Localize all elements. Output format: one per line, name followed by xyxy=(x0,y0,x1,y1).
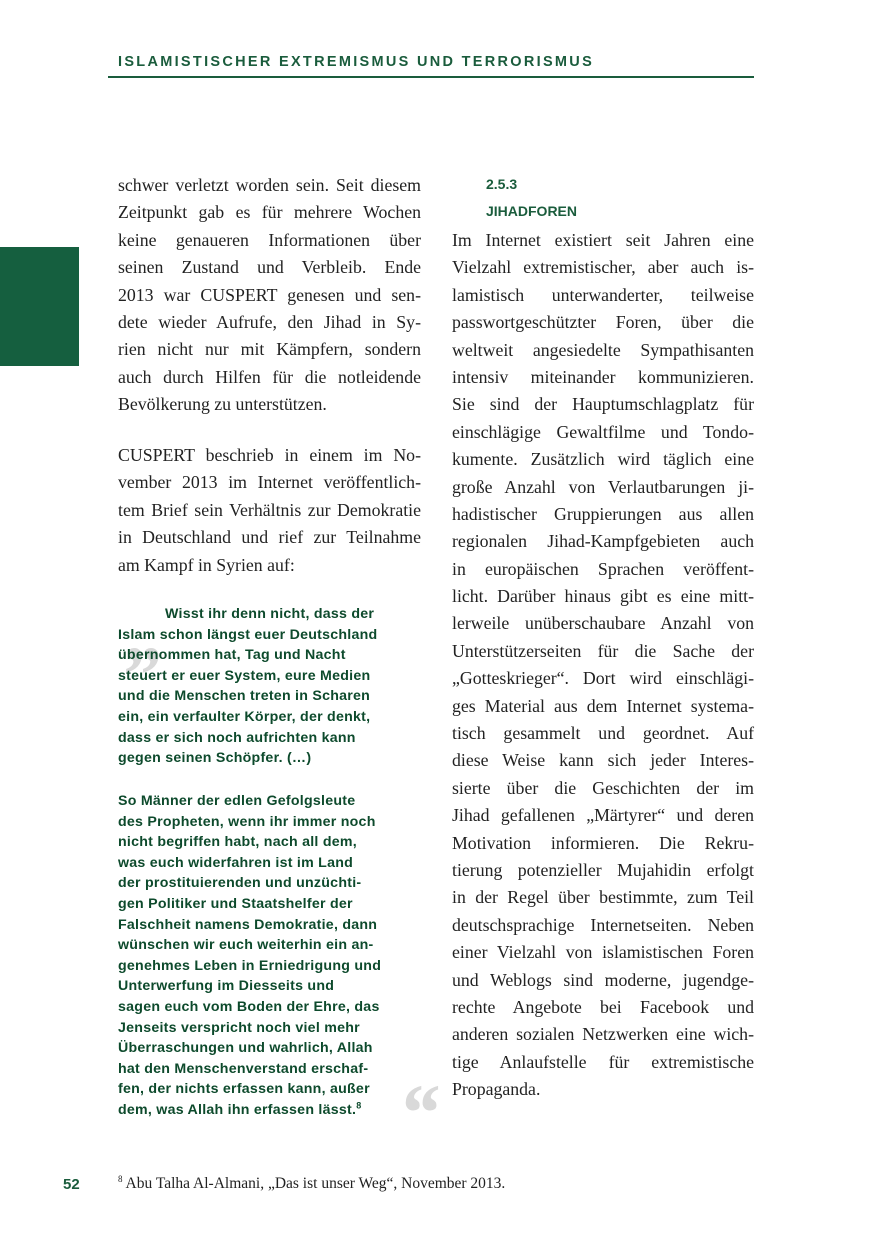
quote-line: Unterwerfung im Diesseits und xyxy=(118,978,335,995)
text-line: CUSPERT beschrieb in einem im No- xyxy=(118,445,421,465)
text-line: einschlägige Gewaltfilme und Tondo- xyxy=(452,421,754,442)
text-line: Vielzahl extremistischer, aber auch is- xyxy=(452,257,754,278)
text-line: große Anzahl von Verlautbarungen ji- xyxy=(452,476,754,497)
quote-line: hat den Menschenverstand erschaf- xyxy=(118,1060,369,1077)
left-paragraph-1 xyxy=(118,172,421,419)
text-line: diese Weise kann sich jeder Interes- xyxy=(452,750,754,771)
text-line: licht. Darüber hinaus gibt es eine mitt- xyxy=(452,586,754,607)
quote-line: der prostituierenden und unzüchti- xyxy=(118,875,362,892)
text-line: tige Anlaufstelle für extremistische xyxy=(452,1051,754,1072)
text-line: Jihad gefallenen „Märtyrer“ und deren xyxy=(452,805,754,826)
text-line: intensiv miteinander kommunizieren. xyxy=(452,366,754,387)
quote-line: was euch widerfahren ist im Land xyxy=(118,854,354,871)
quote-close-mark: “ xyxy=(398,1067,439,1158)
text-line: Zeitpunkt gab es für mehrere Wochen xyxy=(118,202,421,223)
header-rule xyxy=(108,76,754,78)
page-number: 52 xyxy=(63,1176,80,1193)
text-line: am Kampf in Syrien auf: xyxy=(118,554,295,575)
text-line: regionalen Jihad-Kampfgebieten auch xyxy=(452,531,754,552)
section-number: 2.5.3 xyxy=(486,176,518,192)
blockquote-paragraph-2 xyxy=(118,791,422,1121)
text-line: seinen Zustand und Verbleib. Ende xyxy=(118,257,421,278)
quote-line: wünschen wir euch weiterhin ein an- xyxy=(118,937,374,954)
text-line: in Deutschland und rief zur Teilnahme xyxy=(118,527,421,548)
section-body xyxy=(452,227,754,1104)
text-line: sierte über die Geschichten der im xyxy=(452,777,754,798)
quote-line: Wisst ihr denn nicht, dass der xyxy=(165,606,375,622)
footnote xyxy=(118,1175,505,1193)
text-line: 2013 war CUSPERT genesen und sen- xyxy=(118,284,421,305)
text-line: Im Internet existiert seit Jahren eine xyxy=(452,230,754,250)
text-line: rien nicht nur mit Kämpfern, sondern xyxy=(118,339,421,360)
text-line: Bevölkerung zu unterstützen. xyxy=(118,394,327,415)
text-line: lamistisch unterwanderter, teilweise xyxy=(452,284,754,305)
text-line: Unterstützerseiten für die Sache der xyxy=(452,640,754,661)
quote-line: Islam schon längst euer Deutschland xyxy=(118,626,378,643)
quote-line: übernommen hat, Tag und Nacht xyxy=(118,647,346,664)
text-line: und Weblogs sind moderne, jugendge- xyxy=(452,969,754,990)
text-line: kumente. Zusätzlich wird täglich eine xyxy=(452,449,754,470)
quote-line: So Männer der edlen Gefolgsleute xyxy=(118,793,356,809)
quote-line: und die Menschen treten in Scharen xyxy=(118,688,371,705)
chapter-side-tab xyxy=(0,247,79,366)
blockquote-paragraph-1 xyxy=(118,604,422,769)
quote-last-line xyxy=(118,1100,422,1121)
text-line: Motivation informieren. Die Rekru- xyxy=(452,832,754,853)
footnote-text: Abu Talha Al-Almani, „Das ist unser Weg“, November 2013. xyxy=(125,1175,506,1192)
quote-line: Überraschungen und wahrlich, Allah xyxy=(118,1040,373,1057)
quote-line: genehmes Leben in Erniedrigung und xyxy=(118,957,382,974)
text-line: einer Vielzahl von islamistischen Foren xyxy=(452,942,754,963)
text-line: rechte Angebote bei Facebook und xyxy=(452,996,754,1017)
quote-line: gegen seinen Schöpfer. (…) xyxy=(118,750,312,767)
footnote-number: 8 xyxy=(118,1173,123,1184)
quote-line: nicht begriffen habt, nach all dem, xyxy=(118,834,357,851)
text-line: „Gotteskrieger“. Dort wird einschlägi- xyxy=(452,668,754,689)
text-line: schwer verletzt worden sein. Seit diesem xyxy=(118,175,421,195)
text-line: hadistischer Gruppierungen aus allen xyxy=(452,503,754,524)
quote-line: gen Politiker und Staatshelfer der xyxy=(118,895,353,912)
text-line: ges Material aus dem Internet systema- xyxy=(452,695,754,716)
text-line: tierung potenzieller Mujahidin erfolgt xyxy=(452,859,754,880)
quote-line: Falschheit namens Demokratie, dann xyxy=(118,916,378,933)
footnote-ref: 8 xyxy=(356,1100,362,1111)
text-line: tem Brief sein Verhältnis zur Demokratie xyxy=(118,499,421,520)
quote-line: dass er sich noch aufrichten kann xyxy=(118,729,356,746)
quote-line: steuert er euer System, eure Medien xyxy=(118,667,371,684)
text-line: auch durch Hilfen für die notleidende xyxy=(118,366,421,387)
quote-open-mark: „ xyxy=(126,587,167,678)
quote-line: ein, ein verfaulter Körper, der denkt, xyxy=(118,708,371,725)
text-line: Propaganda. xyxy=(452,1079,541,1100)
text-line: tisch gesammelt und geordnet. Auf xyxy=(452,723,754,744)
running-header: ISLAMISTISCHER EXTREMISMUS UND TERRORISMUS xyxy=(118,54,595,70)
text-line: anderen sozialen Netzwerken eine wich- xyxy=(452,1024,754,1045)
section-title: JIHADFOREN xyxy=(486,203,578,219)
text-line: Sie sind der Hauptumschlagplatz für xyxy=(452,394,754,415)
quote-last-line-text: dem, was Allah ihn erfassen lässt. xyxy=(118,1101,357,1118)
text-line: lerweile unüberschaubare Anzahl von xyxy=(452,613,754,634)
text-line: dete wieder Aufrufe, den Jihad in Sy- xyxy=(118,311,421,332)
text-line: passwortgeschützter Foren, über die xyxy=(452,312,754,333)
text-line: vember 2013 im Internet veröffentlich- xyxy=(118,472,421,493)
quote-line: fen, der nichts erfassen kann, außer xyxy=(118,1081,370,1098)
text-line: in europäischen Sprachen veröffent- xyxy=(452,558,754,579)
text-line: deutschsprachige Internetseiten. Neben xyxy=(452,914,754,935)
text-line: keine genaueren Informationen über xyxy=(118,229,421,250)
quote-line: des Propheten, wenn ihr immer noch xyxy=(118,813,376,830)
quote-line: sagen euch vom Boden der Ehre, das xyxy=(118,998,380,1015)
quote-line: Jenseits verspricht noch viel mehr xyxy=(118,1019,360,1036)
left-paragraph-2 xyxy=(118,442,421,579)
text-line: weltweit angesiedelte Sympathisanten xyxy=(452,339,754,360)
text-line: in der Regel über bestimmte, zum Teil xyxy=(452,887,754,908)
